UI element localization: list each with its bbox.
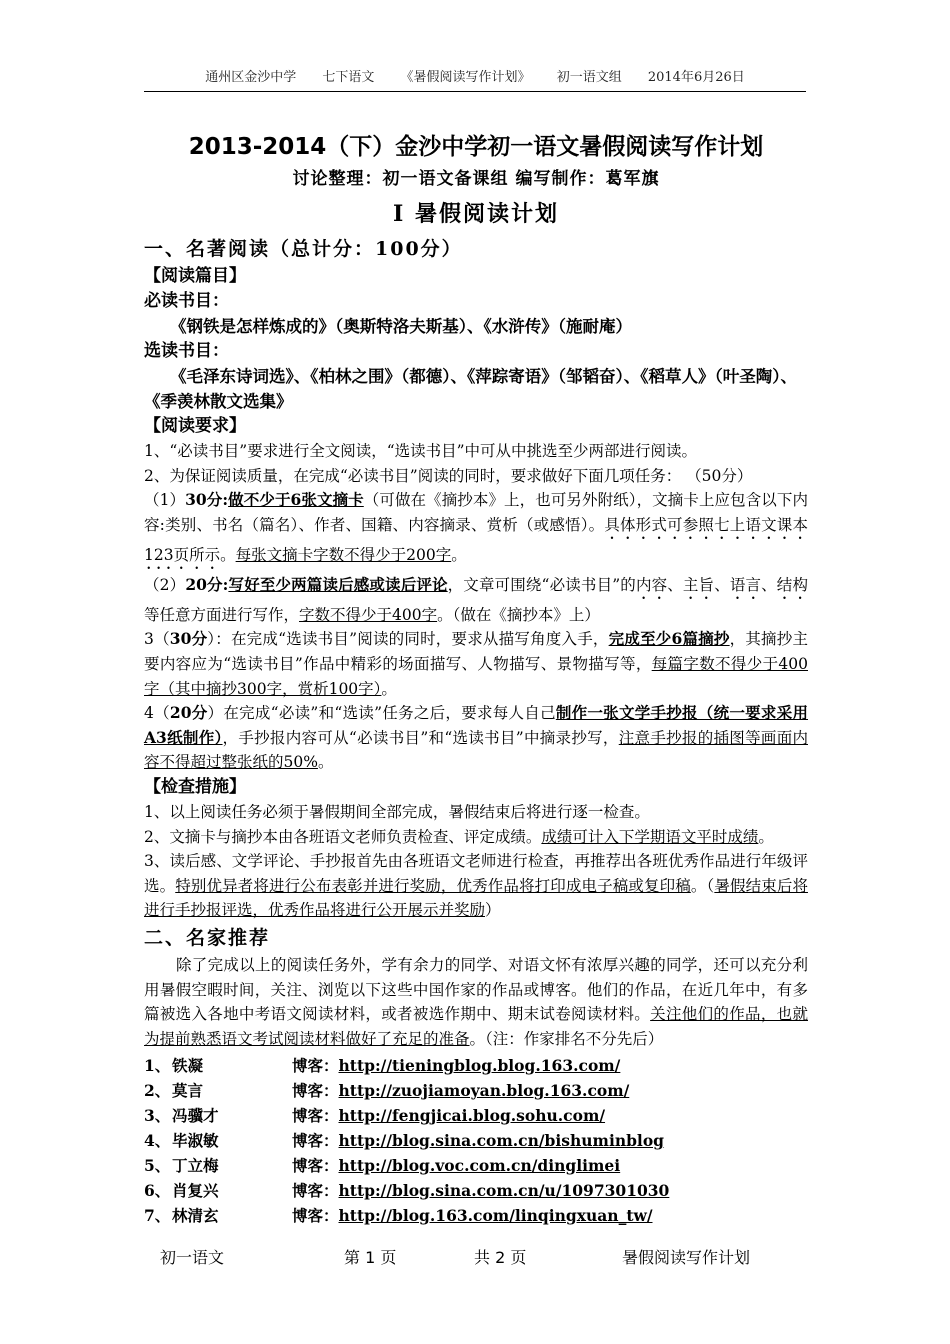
check-3 (144, 849, 808, 923)
blog-number: 2、 (144, 1081, 171, 1101)
footer-right: 暑假阅读写作计划 (622, 1248, 751, 1267)
blog-list (144, 1053, 808, 1228)
header-date: 2014年6月26日 (647, 70, 745, 85)
text: 。 (451, 545, 467, 564)
header-doc: 《暑假阅读写作计划》 (400, 70, 531, 85)
blog-label: 博客： (292, 1206, 339, 1226)
section2-heading: 二、名家推荐 (144, 926, 271, 949)
author-name: 铁凝 (172, 1056, 204, 1076)
author-name: 林清玄 (172, 1206, 219, 1226)
blog-link[interactable]: http://blog.voc.com.cn/dinglimei (338, 1156, 621, 1176)
text: 。 (758, 827, 774, 846)
blog-label: 博客： (292, 1131, 339, 1151)
text: （1） (144, 491, 186, 510)
score: 30分 (169, 629, 208, 649)
text: ）：在完成“选读书目”阅读的同时，要求从描写角度入手， (207, 630, 609, 649)
text: 等任意方面进行写作， (144, 605, 300, 624)
blog-label: 博客： (292, 1081, 339, 1101)
author-name: 肖复兴 (172, 1181, 219, 1201)
underlined-text: 关注他们的作品，也就为提前熟悉语文考试阅读材料做好了充足的准备 (144, 1005, 808, 1048)
text: 。（做在《摘抄本》上） (437, 605, 600, 624)
blog-label: 博客： (292, 1156, 339, 1176)
list-item (144, 1078, 808, 1103)
blog-label: 博客： (292, 1056, 339, 1076)
list-item (144, 1203, 808, 1228)
task: 完成至少6篇摘抄 (608, 629, 730, 649)
part-heading: Ⅰ 暑假阅读计划 (393, 201, 559, 227)
blog-number: 7、 (144, 1206, 171, 1226)
blog-link[interactable]: http://tieningblog.blog.163.com/ (338, 1056, 621, 1076)
emphasis-text: 内容、主旨、语言、结构 (635, 575, 808, 594)
blog-number: 1、 (144, 1056, 171, 1076)
list-item (144, 1178, 808, 1203)
list-item (144, 1153, 808, 1178)
text: 。 (381, 679, 397, 698)
author-name: 毕淑敏 (172, 1131, 219, 1151)
text: 2、文摘卡与摘抄本由各班语文老师负责检查、评定成绩。 (144, 827, 542, 846)
text: 3（ (144, 630, 170, 649)
score: 20分: (185, 574, 229, 594)
emphasis-text: 具体形式可参照七上语文课本123页所示 (144, 515, 808, 564)
text: ）在完成“必读”和“选读”任务之后，要求每人自己 (207, 704, 556, 723)
blog-number: 6、 (144, 1181, 171, 1201)
header-school: 通州区金沙中学 (205, 70, 297, 85)
task: 写好至少两篇读后感或读后评论 (228, 574, 448, 594)
underlined-text: 字数不得少于400字 (299, 605, 438, 624)
requirement-1: 1、“必读书目”要求进行全文阅读，“选读书目”中可从中挑选至少两部进行阅读。 (144, 442, 698, 460)
list-item (144, 1128, 808, 1153)
page-header (144, 66, 806, 92)
requirement-4 (144, 573, 808, 628)
document-title: 2013-2014（下）金沙中学初一语文暑假阅读写作计划 (188, 134, 764, 160)
list-item (144, 1103, 808, 1128)
header-group: 初一语文组 (556, 70, 622, 85)
list-item (144, 1053, 808, 1078)
recommend-paragraph (144, 953, 808, 1051)
requirement-3 (144, 488, 808, 573)
header-course: 七下语文 (322, 70, 375, 85)
text: （可做在《摘抄本》上，也可另外附纸），文摘卡上应包含以下内容:类别、书名（篇名）、作者、国籍、内容摘录、赏析（或感悟）。 (144, 491, 808, 534)
text: 。 (220, 545, 236, 564)
check-label: 【检查措施】 (144, 776, 246, 797)
blog-link[interactable]: http://zuojiamoyan.blog.163.com/ (338, 1081, 630, 1101)
underlined-text: 暑假结束后将进行手抄报评选，优秀作品将进行公开展示并奖励 (144, 876, 808, 920)
requirement-2: 2、为保证阅读质量，在完成“必读书目”阅读的同时，要求做好下面几项任务： （50分） (144, 466, 753, 485)
document-subtitle: 讨论整理：初一语文备课组 编写制作：葛军旗 (292, 169, 660, 189)
requirements-label: 【阅读要求】 (144, 416, 246, 436)
check-2 (144, 825, 808, 850)
underlined-text: 每张文摘卡字数不得少于200字 (235, 545, 452, 564)
requirement-6 (144, 701, 808, 775)
underlined-text: 每篇字数不得少于400字（其中摘抄300字，赏析100字） (144, 654, 808, 698)
text: 。（ (690, 876, 715, 895)
footer-page: 第 1 页 (344, 1248, 397, 1267)
score: 20分 (169, 703, 208, 723)
text: 除了完成以上的阅读任务外，学有余力的同学、对语文怀有浓厚兴趣的同学，还可以充分利用暑假空暇时间，关注、浏览以下这些中国作家的作品或博客。他们的作品，在近几年中，有多篇被选入各地中考语文阅读材料，或者被选作期中、期末试卷阅读材料。 (144, 955, 808, 1024)
blog-link[interactable]: http://fengjicai.blog.sohu.com/ (338, 1106, 606, 1126)
blog-link[interactable]: http://blog.163.com/linqingxuan_tw/ (338, 1206, 653, 1226)
score: 30分: (185, 490, 229, 510)
author-name: 莫言 (172, 1081, 204, 1101)
requirement-5 (144, 627, 808, 701)
blog-number: 5、 (144, 1156, 171, 1176)
text: 。（注：作家排名不分先后） (469, 1029, 664, 1048)
footer-total: 共 2 页 (474, 1248, 527, 1267)
underlined-text: 特别优异者将进行公布表彰并进行奖励，优秀作品将打印成电子稿或复印稿 (175, 876, 691, 895)
text: 。 (317, 753, 334, 772)
blog-link[interactable]: http://blog.sina.com.cn/u/1097301030 (338, 1181, 670, 1201)
text: （2） (144, 575, 186, 594)
required-books: 《钢铁是怎样炼成的》（奥斯特洛夫斯基）、《水浒传》（施耐庵） (170, 317, 632, 336)
text: ，手抄报内容可从“必读书目”和“选读书目”中摘录抄写， (222, 728, 619, 747)
elective-books: 《毛泽东诗词选》、《柏林之围》（都德）、《萍踪寄语》（邹韬奋）、《稻草人》（叶圣陶）、《季羡林散文选集》 (144, 367, 797, 411)
required-label: 必读书目： (144, 291, 229, 311)
footer-left: 初一语文 (160, 1248, 225, 1267)
task: 做不少于6张文摘卡 (228, 490, 364, 510)
text: ，文章可围绕“必读书目”的 (447, 575, 636, 594)
blog-label: 博客： (292, 1181, 339, 1201)
author-name: 冯骥才 (172, 1106, 219, 1126)
author-name: 丁立梅 (172, 1156, 219, 1176)
text: 3、读后感、文学评论、手抄报首先由各班语文老师进行检查，再推荐出各班优秀作品进行年级评选。 (144, 852, 808, 895)
underlined-text: 注意手抄报的插图等画面内容不得超过整张纸的50% (144, 728, 808, 772)
main-content (144, 130, 808, 1228)
check-1: 1、以上阅读任务必须于暑假期间全部完成，暑假结束后将进行逐一检查。 (144, 802, 650, 821)
section1-heading: 一、名著阅读（总计分：100分） (144, 238, 463, 260)
elective-label: 选读书目： (144, 341, 229, 361)
text: ） (485, 901, 501, 920)
blog-link[interactable]: http://blog.sina.com.cn/bishuminblog (338, 1131, 665, 1151)
blog-number: 4、 (144, 1131, 171, 1151)
text: ，其摘抄主要内容应为“选读书目”作品中精彩的场面描写、人物描写、景物描写等， (144, 630, 808, 673)
reading-list-label: 【阅读篇目】 (144, 266, 246, 286)
blog-number: 3、 (144, 1106, 171, 1126)
text: 4（ (144, 704, 170, 723)
underlined-text: 成绩可计入下学期语文平时成绩 (541, 827, 759, 846)
task: 制作一张文学手抄报（统一要求采用A3纸制作） (144, 703, 808, 747)
blog-label: 博客： (292, 1106, 339, 1126)
